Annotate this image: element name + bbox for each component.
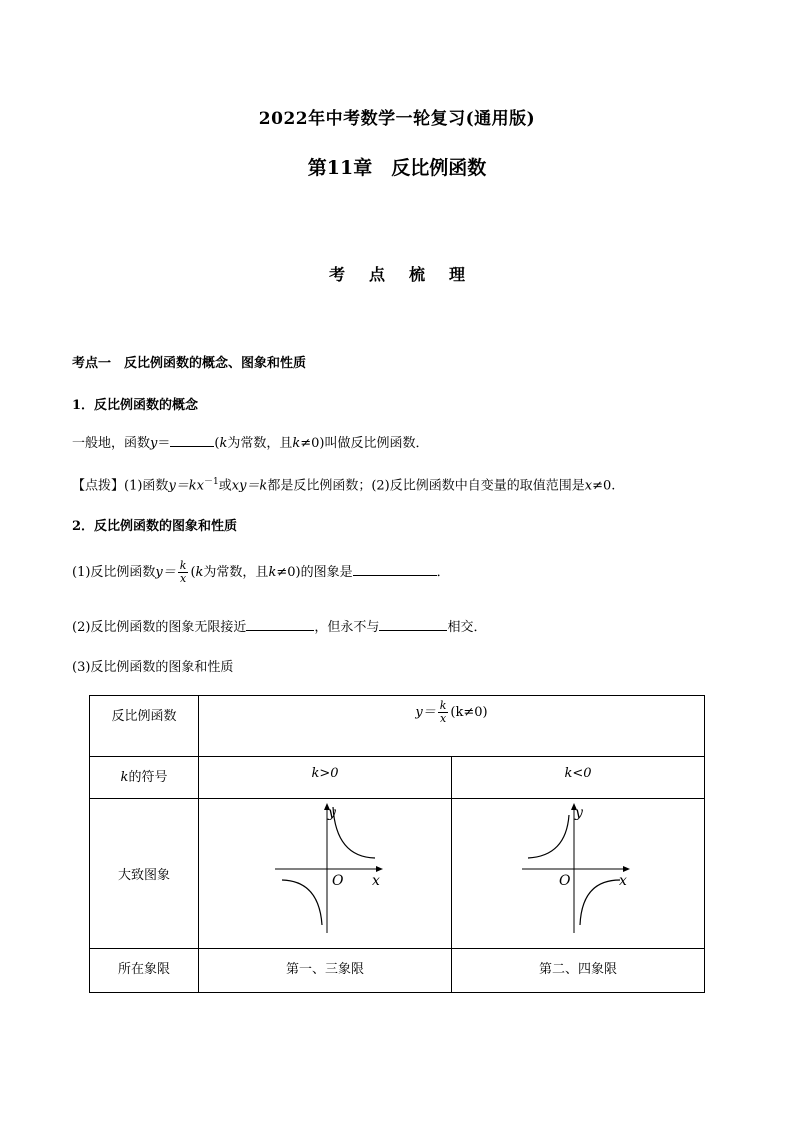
text: (1)反比例函数 [72, 565, 156, 580]
tip-line [72, 474, 615, 493]
fraction [178, 560, 189, 585]
y-label: y [328, 805, 336, 821]
table-cell [90, 696, 199, 757]
question-3: (3)反比例函数的图象和性质 [72, 660, 234, 675]
hyperbola-branch-q2 [528, 815, 569, 858]
table-row [90, 949, 705, 993]
x-label: x [619, 873, 627, 889]
text: 为常数，且 [227, 436, 293, 451]
quadrants-positive: 第一、三象限 [285, 962, 364, 977]
table-cell [452, 757, 705, 799]
var-k: k [195, 565, 204, 580]
properties-table [89, 695, 705, 993]
definition-line [72, 432, 429, 451]
row-label: 所在象限 [117, 962, 170, 977]
tip-label: 【点拨】 [72, 478, 125, 494]
row-label: 的符号 [128, 770, 168, 785]
y-label: y [575, 805, 583, 821]
numerator: k [179, 559, 187, 572]
expr: y＝kx [168, 478, 204, 494]
x-axis-arrow [376, 866, 383, 872]
chapter-title: 第11章 反比例函数 [307, 157, 487, 179]
section-title [0, 262, 794, 285]
text: ，但永不与 [314, 620, 380, 635]
formula [199, 696, 704, 725]
text: 相交． [447, 620, 487, 635]
subsection-heading-2: 2．反比例函数的图象和性质 [72, 519, 238, 534]
text: (2)反比例函数的图象无限接近 [72, 620, 247, 635]
text: 都是反比例函数；(2)反比例函数中自变量的取值范围是 [267, 478, 585, 494]
table-cell [199, 799, 452, 949]
table-cell [199, 696, 705, 757]
hyperbola-branch-q3 [282, 880, 322, 925]
text: ≠0)叫做反比例函数． [300, 436, 429, 451]
subsection-heading-1: 1．反比例函数的概念 [72, 398, 199, 413]
section-char: 梳 [409, 265, 426, 284]
table-cell [90, 799, 199, 949]
fraction [438, 700, 449, 725]
expr: xy＝k [231, 478, 268, 494]
quadrants-negative: 第二、四象限 [538, 962, 617, 977]
graph-k-positive [199, 799, 452, 947]
table-cell [452, 949, 705, 993]
text: (1)函数 [124, 478, 169, 494]
var-k: k [219, 436, 228, 451]
text: ( [190, 565, 196, 580]
denominator: x [439, 712, 447, 725]
table-cell [199, 949, 452, 993]
question-1 [72, 560, 450, 585]
graph-k-negative [452, 799, 705, 947]
hyperbola-branch-q4 [580, 880, 620, 925]
text: ( [214, 436, 220, 451]
row-label: 大致图象 [117, 868, 170, 883]
kaodian-heading: 考点一 反比例函数的概念、图象和性质 [72, 356, 307, 371]
var-x: x [584, 478, 593, 494]
var-y: y＝ [155, 565, 176, 580]
table-cell [452, 799, 705, 949]
text: ≠0. [592, 478, 616, 494]
answer-blank[interactable] [353, 563, 437, 576]
answer-blank[interactable] [379, 618, 447, 631]
numerator: k [439, 699, 447, 712]
text: 一般地，函数 [72, 436, 151, 451]
x-label: x [372, 873, 380, 889]
x-axis-arrow [623, 866, 630, 872]
k-negative: k<0 [564, 766, 592, 781]
row-label: 反比例函数 [111, 709, 177, 724]
condition: (k≠0) [450, 705, 488, 720]
text: 或 [218, 478, 232, 494]
table-row [90, 799, 705, 949]
superscript: －1 [204, 477, 219, 487]
denominator: x [180, 572, 187, 585]
section-char: 点 [368, 265, 385, 284]
table-cell [90, 949, 199, 993]
hyperbola-branch-q1 [333, 807, 375, 858]
answer-blank[interactable] [170, 434, 214, 447]
var-y: y＝ [415, 705, 436, 720]
table-row [90, 757, 705, 799]
k-positive: k>0 [311, 766, 339, 781]
table-row [90, 696, 705, 757]
document-title: 2022年中考数学一轮复习(通用版) [258, 109, 536, 129]
text: ． [436, 565, 450, 580]
question-2 [72, 616, 486, 635]
var-k: k [268, 565, 277, 580]
origin-label: O [559, 873, 571, 889]
text: ＝ [157, 436, 171, 451]
origin-label: O [332, 873, 344, 889]
var-k: k [292, 436, 301, 451]
section-char: 考 [328, 265, 345, 284]
answer-blank[interactable] [246, 618, 314, 631]
var-y: y [150, 436, 158, 451]
text: ≠0)的图象是 [276, 565, 353, 580]
section-char: 理 [449, 265, 466, 284]
text: 为常数，且 [203, 565, 269, 580]
var-k: k [120, 770, 129, 785]
table-cell [90, 757, 199, 799]
table-cell [199, 757, 452, 799]
